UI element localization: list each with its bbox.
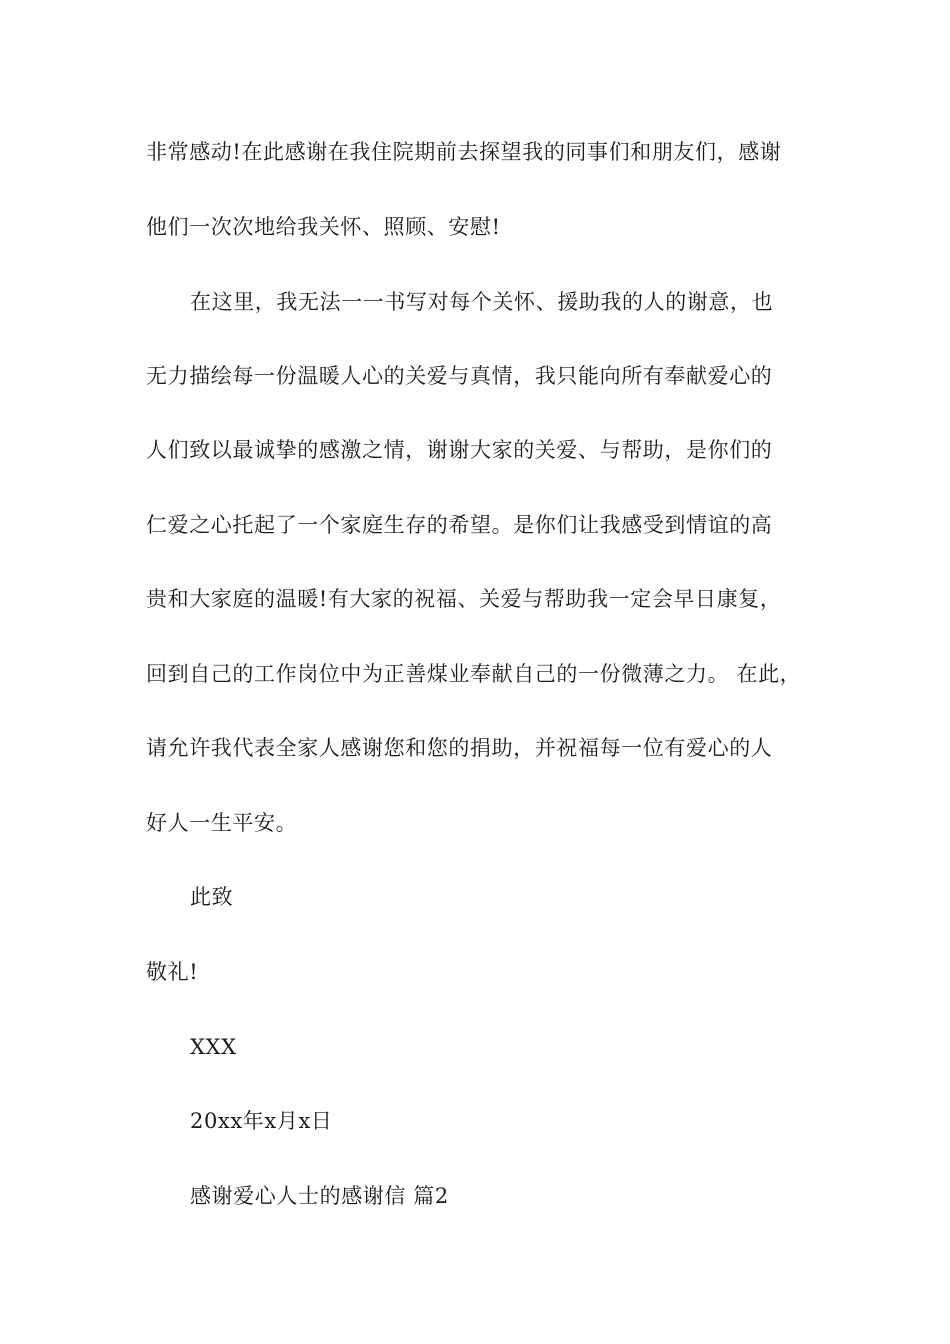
paragraph-line: 回到自己的工作岗位中为正善煤业奉献自己的一份微薄之力。 在此， bbox=[146, 662, 802, 686]
closing-regards: 敬礼! bbox=[146, 960, 199, 984]
section-heading: 感谢爱心人士的感谢信 篇2 bbox=[190, 1184, 449, 1208]
paragraph-line: 贵和大家庭的温暖!有大家的祝福、关爱与帮助我一定会早日康复， bbox=[146, 587, 782, 611]
paragraph-line: 请允许我代表全家人感谢您和您的捐助，并祝福每一位有爱心的人 bbox=[146, 736, 773, 760]
signature-name: XXX bbox=[190, 1035, 237, 1059]
paragraph-line: 他们一次次地给我关怀、照顾、安慰! bbox=[146, 215, 501, 239]
paragraph-line: 非常感动!在此感谢在我住院期前去探望我的同事们和朋友们，感谢 bbox=[146, 140, 782, 164]
paragraph-line: 好人一生平安。 bbox=[146, 811, 298, 835]
paragraph-line: 人们致以最诚挚的感激之情，谢谢大家的关爱、与帮助，是你们的 bbox=[146, 438, 773, 462]
paragraph-line: 无力描绘每一份温暖人心的关爱与真情，我只能向所有奉献爱心的 bbox=[146, 364, 773, 388]
signature-date: 20xx年x月x日 bbox=[190, 1109, 333, 1133]
closing-salutation: 此致 bbox=[190, 885, 234, 909]
paragraph-line: 在这里，我无法一一书写对每个关怀、援助我的人的谢意，也 bbox=[190, 290, 774, 314]
paragraph-line: 仁爱之心托起了一个家庭生存的希望。是你们让我感受到情谊的高 bbox=[146, 513, 773, 537]
